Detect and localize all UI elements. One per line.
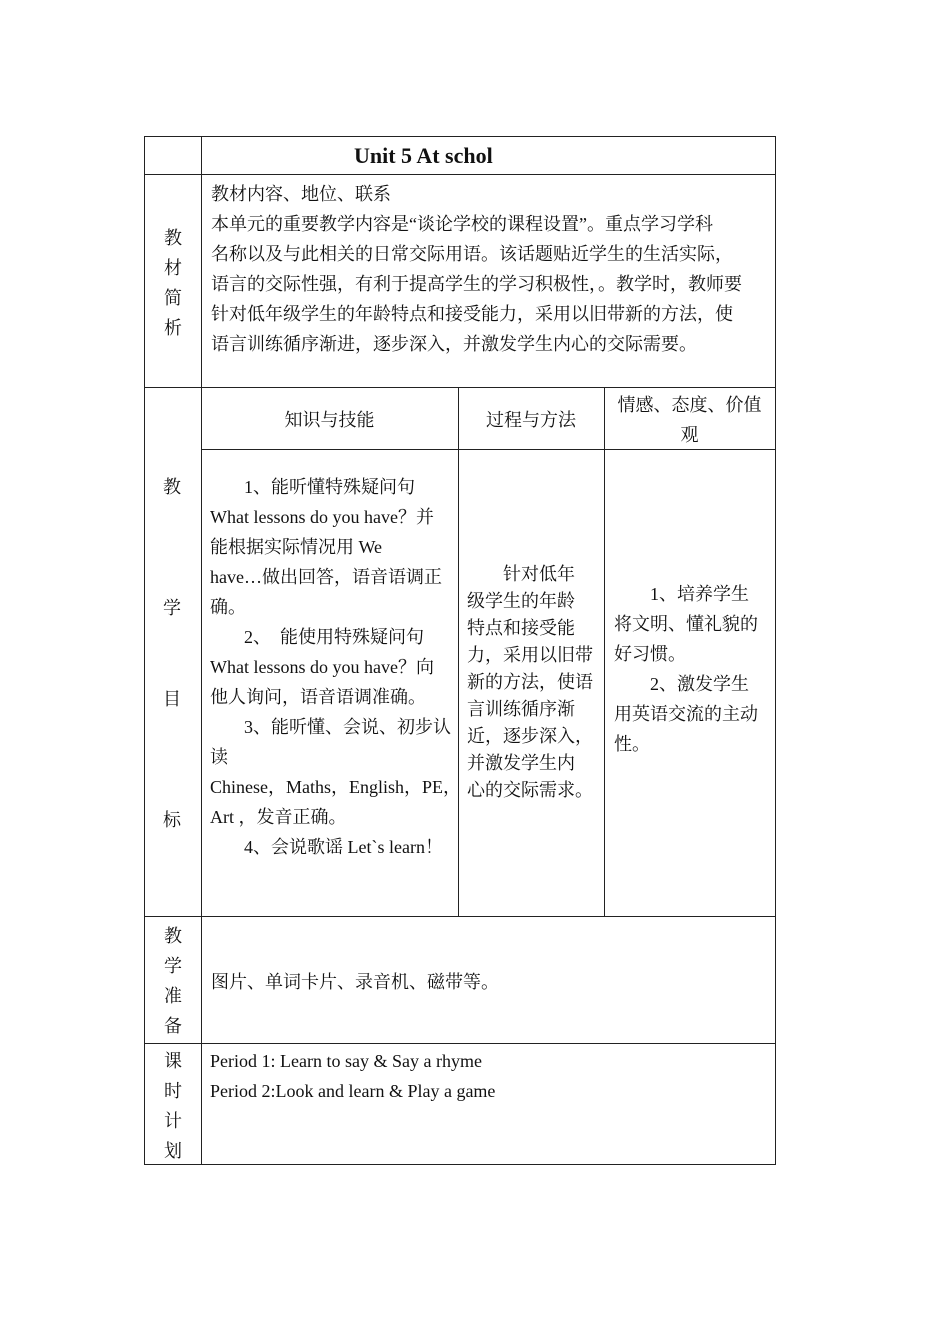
header-knowledge: 知识与技能 [284,410,375,430]
process-line: 新的方法，使语 [467,672,593,692]
side-label-char: 课 [164,1051,182,1071]
material-line: 针对低年级学生的年龄特点和接受能力，采用以旧带新的方法，使 [211,304,733,324]
objectives-side-label-4: 标 [163,810,181,830]
knowledge-line: Chinese，Maths，English，PE， [210,777,461,797]
preparation-side-label [163,921,183,1041]
material-line: 名称以及与此相关的日常交际用语。该话题贴近学生的生活实际， [211,244,733,264]
knowledge-line: 4、会说歌谣 Let`s learn！ [244,837,443,857]
process-line: 级学生的年龄 [467,591,575,611]
column-divider [604,387,605,917]
material-line: 语言的交际性强，有利于提高学生的学习积极性，。教学时，教师要 [211,274,742,294]
knowledge-line: 确。 [210,597,246,617]
row-divider [144,174,776,175]
header-emotion-line: 情感、态度、价值 [617,395,762,415]
objectives-side-label-3: 目 [163,689,181,709]
process-line: 特点和接受能 [467,618,575,638]
process-line: 近，逐步深入， [467,726,593,746]
knowledge-line: 能根据实际情况用 We [210,537,383,557]
material-line: 本单元的重要教学内容是“谈论学校的课程设置”。重点学习学科 [211,214,713,234]
process-line: 并激发学生内 [467,753,575,773]
knowledge-line: 1、能听懂特殊疑问句 [244,477,415,497]
side-label-char: 教 [164,228,182,248]
emotion-line: 2、激发学生 [650,674,749,694]
process-content [467,561,593,804]
side-label-char: 划 [164,1141,182,1161]
knowledge-content [210,472,461,862]
table-border-bottom [144,1164,776,1165]
column-divider [201,136,202,1165]
schedule-side-label [163,1046,183,1166]
row-divider [144,916,776,917]
side-label-char: 时 [164,1081,182,1101]
knowledge-line: have…做出回答，语音语调正 [210,567,442,587]
knowledge-line: 他人询问，语音语调准确。 [210,687,426,707]
knowledge-line: 读 [210,747,228,767]
row-divider [144,1043,776,1044]
emotion-line: 好习惯。 [614,644,686,664]
side-label-char: 备 [164,1016,182,1036]
knowledge-line: 2、 能使用特殊疑问句 [244,627,424,647]
material-heading: 教材内容、地位、联系 [211,184,391,204]
knowledge-line: 3、能听懂、会说、初步认 [244,717,451,737]
schedule-line: Period 1: Learn to say & Say a rhyme [210,1051,482,1071]
side-label-char: 析 [164,318,182,338]
table-border-top [144,136,776,137]
page-title: Unit 5 At schol [354,143,493,168]
process-line: 言训练循序渐 [467,699,575,719]
table-border-left [144,136,145,1165]
header-emotion-line: 观 [680,425,699,445]
side-label-char: 简 [164,288,182,308]
emotion-content [614,579,758,759]
knowledge-line: What lessons do you have？向 [210,657,434,677]
row-divider [144,387,776,388]
objectives-side-label-2: 学 [163,598,181,618]
objectives-side-label-1: 教 [163,477,181,497]
side-label-char: 计 [164,1111,182,1131]
preparation-text: 图片、单词卡片、录音机、磁带等。 [211,972,499,992]
process-line: 针对低年 [503,564,575,584]
material-side-label [163,223,183,343]
header-emotion [604,390,775,450]
schedule-content [210,1046,495,1106]
material-line: 语言训练循序渐进，逐步深入，并激发学生内心的交际需要。 [211,334,697,354]
process-line: 心的交际需求。 [467,780,593,800]
emotion-line: 用英语交流的主动 [614,704,758,724]
emotion-line: 性。 [614,734,650,754]
side-label-char: 学 [164,956,182,976]
emotion-line: 1、培养学生 [650,584,749,604]
emotion-line: 将文明、懂礼貌的 [614,614,758,634]
material-content [211,179,742,359]
process-line: 力，采用以旧带 [467,645,593,665]
side-label-char: 教 [164,926,182,946]
header-process: 过程与方法 [486,410,576,430]
side-label-char: 准 [164,986,182,1006]
knowledge-line: What lessons do you have？并 [210,507,434,527]
knowledge-line: Art ，发音正确。 [210,807,347,827]
table-border-right [775,136,776,1165]
schedule-line: Period 2:Look and learn & Play a game [210,1081,496,1101]
side-label-char: 材 [164,258,182,278]
